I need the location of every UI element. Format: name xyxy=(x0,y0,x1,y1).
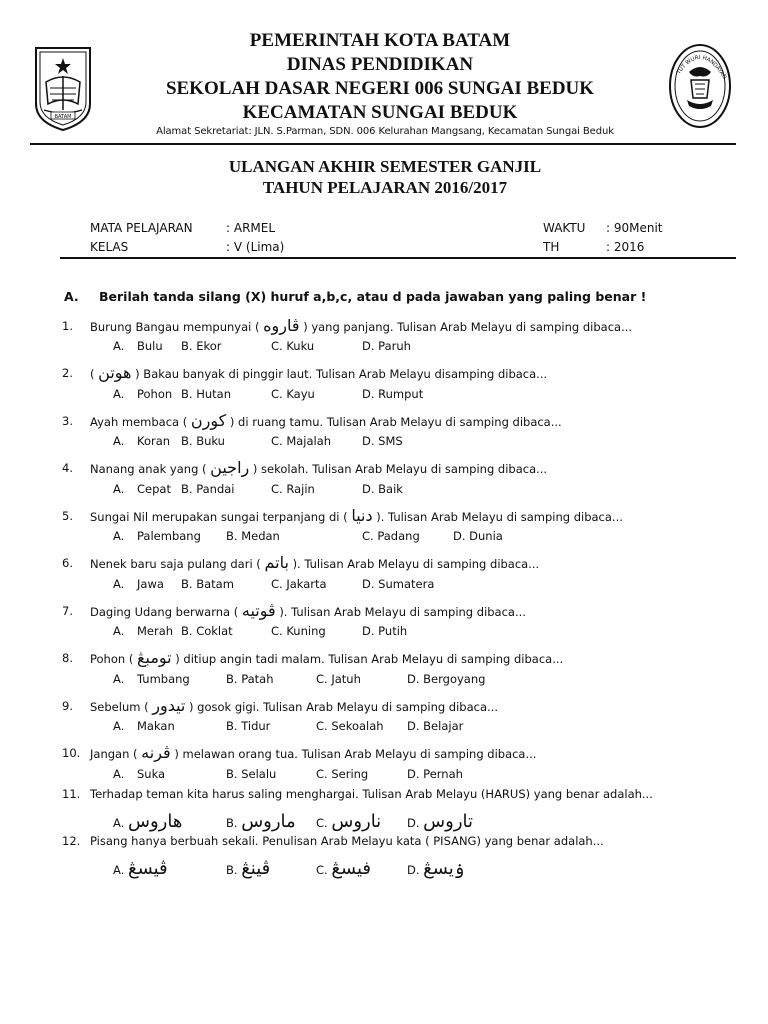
arabic-word: راجين xyxy=(210,458,250,477)
arabic-word: باتم xyxy=(264,553,289,572)
option-c: C. Jakarta xyxy=(271,577,327,591)
letterhead-line4: KECAMATAN SUNGAI BEDUK xyxy=(242,102,518,123)
time-value: : 90Menit xyxy=(606,221,663,235)
option-d: D. Rumput xyxy=(362,387,424,401)
option-b: B. Coklat xyxy=(181,624,233,638)
option-c: C. ناروس xyxy=(316,811,382,832)
option-a: Cepat xyxy=(137,482,171,496)
option-d: D. Dunia xyxy=(453,529,503,543)
question-text: Sebelum ( تيدور ) gosok gigi. Tulisan Arab Melayu di samping dibaca... xyxy=(90,696,498,715)
option-c: C. Kuku xyxy=(271,339,315,353)
option-d: D. Baik xyxy=(362,482,403,496)
year-label: TH xyxy=(543,240,560,254)
arabic-word: دنيا xyxy=(351,506,373,525)
question-number: 10. xyxy=(62,746,81,760)
question-text: Ayah membaca ( كورن ) di ruang tamu. Tulisan Arab Melayu di samping dibaca... xyxy=(90,411,562,430)
class-value: : V (Lima) xyxy=(226,240,285,254)
letterhead-line2: DINAS PENDIDIKAN xyxy=(286,54,474,75)
question-number: 2. xyxy=(62,366,73,380)
option-a: Palembang xyxy=(137,529,201,543)
option-c: C. Kayu xyxy=(271,387,315,401)
option-letter: A. xyxy=(113,529,125,543)
option-d: D. Bergoyang xyxy=(407,672,486,686)
option-d: D. Paruh xyxy=(362,339,411,353)
question-number: 6. xyxy=(62,556,73,570)
question-text: Terhadap teman kita harus saling menghargai. Tulisan Arab Melayu (HARUS) yang benar adalah... xyxy=(90,787,653,801)
option-b: B. ڤينڠ xyxy=(226,858,271,879)
option-a: Tumbang xyxy=(137,672,190,686)
arabic-word: تيدور xyxy=(152,696,186,715)
question-text: Sungai Nil merupakan sungai terpanjang di ( دنيا ). Tulisan Arab Melayu di samping dibaca... xyxy=(90,506,623,525)
arabic-word: ڤاروه xyxy=(263,316,300,335)
arabic-word: هوتن xyxy=(98,363,132,382)
option-b: B. Ekor xyxy=(181,339,222,353)
option-a: A. ڤيسڠ xyxy=(113,858,168,879)
option-letter: A. xyxy=(113,624,125,638)
option-b: B. Tidur xyxy=(226,719,271,733)
question-text: Burung Bangau mempunyai ( ڤاروه ) yang panjang. Tulisan Arab Melayu di samping dibaca... xyxy=(90,316,633,335)
question-text: Pisang hanya berbuah sekali. Penulisan Arab Melayu kata ( PISANG) yang benar adalah... xyxy=(90,834,604,848)
section-letter: A. xyxy=(64,289,79,304)
option-letter: A. xyxy=(113,719,125,733)
option-c: C. Rajin xyxy=(271,482,315,496)
option-a: Jawa xyxy=(137,577,164,591)
option-c: C. Sering xyxy=(316,767,369,781)
question-number: 3. xyxy=(62,414,73,428)
option-b: B. Patah xyxy=(226,672,274,686)
option-c: C. Sekoalah xyxy=(316,719,384,733)
option-c: C. Padang xyxy=(362,529,420,543)
question-text: Pohon ( تومبڠ ) ditiup angin tadi malam. Tulisan Arab Melayu di samping dibaca... xyxy=(90,648,564,667)
option-d: D. Pernah xyxy=(407,767,463,781)
option-letter: A. xyxy=(113,387,125,401)
option-a: Suka xyxy=(137,767,166,781)
option-b: B. Selalu xyxy=(226,767,277,781)
option-letter: A. xyxy=(113,434,125,448)
question-text: ( هوتن ) Bakau banyak di pinggir laut. Tulisan Arab Melayu disamping dibaca... xyxy=(90,363,548,382)
question-text: Nanang anak yang ( راجين ) sekolah. Tulisan Arab Melayu di samping dibaca... xyxy=(90,458,548,477)
subject-value: : ARMEL xyxy=(226,221,276,235)
letterhead-divider xyxy=(30,143,736,145)
letterhead-line3: SEKOLAH DASAR NEGERI 006 SUNGAI BEDUK xyxy=(165,78,595,99)
option-c: C. Majalah xyxy=(271,434,332,448)
option-letter: A. xyxy=(113,767,125,781)
section-instruction: Berilah tanda silang (X) huruf a,b,c, atau d pada jawaban yang paling benar ! xyxy=(99,289,647,304)
option-letter: A. xyxy=(113,339,125,353)
arabic-word: كورن xyxy=(190,411,227,430)
option-b: B. ماروس xyxy=(226,811,296,832)
tut-wuri-handayani-logo xyxy=(667,42,733,130)
question-number: 9. xyxy=(62,699,73,713)
class-label: KELAS xyxy=(90,240,129,254)
letterhead-line1: PEMERINTAH KOTA BATAM xyxy=(249,30,511,51)
option-c: C. Kuning xyxy=(271,624,326,638)
arabic-word: تومبڠ xyxy=(136,648,172,667)
option-a: Pohon xyxy=(137,387,173,401)
question-text: Nenek baru saja pulang dari ( باتم ). Tulisan Arab Melayu di samping dibaca... xyxy=(90,553,540,572)
option-letter: A. xyxy=(113,482,125,496)
year-value: : 2016 xyxy=(606,240,645,254)
question-number: 12. xyxy=(62,834,81,848)
question-number: 5. xyxy=(62,509,73,523)
left-logo-text: BATAM xyxy=(54,114,72,120)
question-text: Daging Udang berwarna ( ڤوتيه ). Tulisan Arab Melayu di samping dibaca... xyxy=(90,601,526,620)
option-d: D. تاروس xyxy=(407,811,474,832)
question-number: 7. xyxy=(62,604,73,618)
option-b: B. Medan xyxy=(226,529,280,543)
option-a: Koran xyxy=(137,434,171,448)
option-b: B. Pandai xyxy=(181,482,235,496)
option-d: D. Putih xyxy=(362,624,408,638)
option-a: Bulu xyxy=(137,339,163,353)
subject-label: MATA PELAJARAN xyxy=(90,221,193,235)
info-divider xyxy=(60,257,736,259)
option-a: A. هاروس xyxy=(113,811,183,832)
exam-title: ULANGAN AKHIR SEMESTER GANJIL xyxy=(228,157,542,176)
option-b: B. Batam xyxy=(181,577,234,591)
question-number: 4. xyxy=(62,461,73,475)
option-c: C. فيسڠ xyxy=(316,858,372,879)
question-text: Jangan ( ڤرنه ) melawan orang tua. Tulisan Arab Melayu di samping dibaca... xyxy=(90,743,537,762)
batam-city-logo xyxy=(32,44,94,134)
option-c: C. Jatuh xyxy=(316,672,361,686)
question-number: 1. xyxy=(62,319,73,333)
option-b: B. Buku xyxy=(181,434,225,448)
option-a: Merah xyxy=(137,624,174,638)
option-d: D. Sumatera xyxy=(362,577,435,591)
option-d: D. Belajar xyxy=(407,719,464,733)
arabic-word: ڤرنه xyxy=(141,743,171,762)
option-letter: A. xyxy=(113,672,125,686)
time-label: WAKTU xyxy=(543,221,586,235)
letterhead-address: Alamat Sekretariat: JLN. S.Parman, SDN. 006 Kelurahan Mangsang, Kecamatan Sungai Beduk xyxy=(156,126,614,137)
exam-year: TAHUN PELAJARAN 2016/2017 xyxy=(262,178,508,197)
option-d: D. SMS xyxy=(362,434,403,448)
question-number: 11. xyxy=(62,787,81,801)
option-a: Makan xyxy=(137,719,175,733)
question-number: 8. xyxy=(62,651,73,665)
option-letter: A. xyxy=(113,577,125,591)
right-logo-text: TUT WURI HANDAYAN xyxy=(675,54,728,81)
option-b: B. Hutan xyxy=(181,387,231,401)
arabic-word: ڤوتيه xyxy=(241,601,276,620)
option-d: D. ۏيسڠ xyxy=(407,858,465,879)
